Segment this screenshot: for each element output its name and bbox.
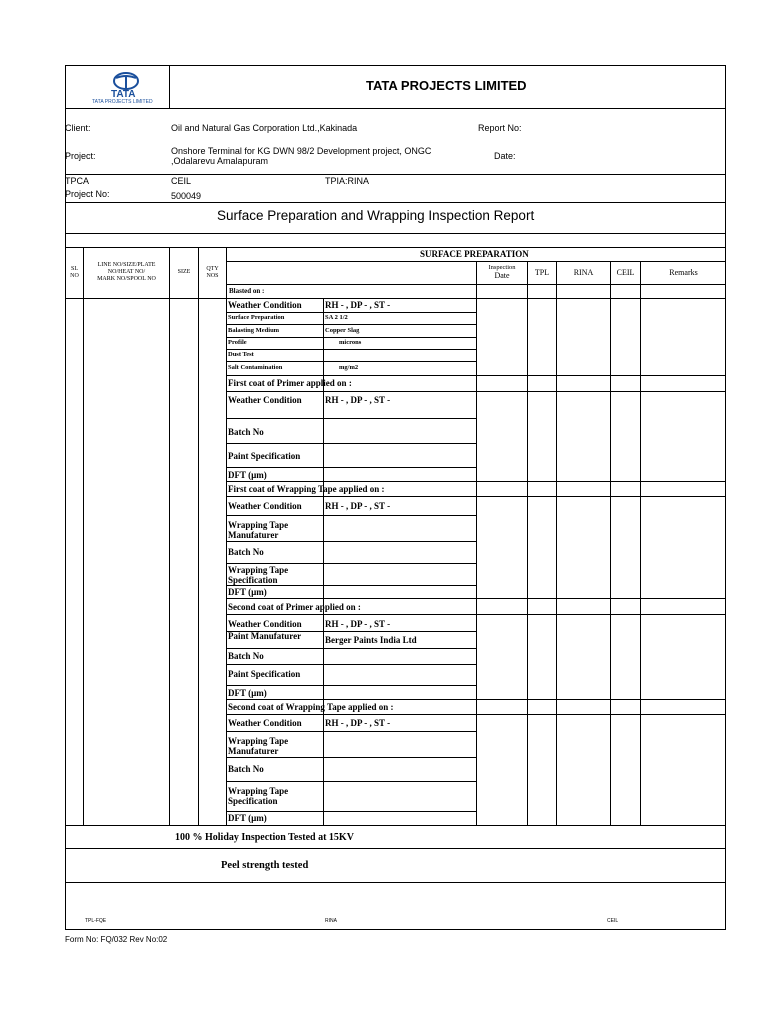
report-no-label: Report No: — [478, 123, 522, 133]
row-first-wrap — [226, 496, 726, 497]
weather-values-4: RH - , DP - , ST - — [325, 619, 391, 629]
project-no-label: Project No: — [65, 189, 110, 199]
weather-condition-4: Weather Condition — [228, 619, 302, 629]
weather-condition-5: Weather Condition — [228, 718, 302, 728]
row-bm — [226, 337, 477, 338]
row-wts1 — [226, 585, 477, 586]
project-no-value: 500049 — [171, 191, 202, 201]
wrapping-specification-2: Wrapping Tape Specification — [228, 786, 289, 806]
surface-preparation-label: Surface Preparation — [228, 314, 285, 321]
col-line-sl — [83, 247, 84, 826]
paint-specification-2: Paint Specification — [228, 669, 301, 679]
paint-specification-1: Paint Specification — [228, 451, 301, 461]
weather-values-5: RH - , DP - , ST - — [325, 718, 391, 728]
col-line-value — [476, 261, 477, 826]
second-wrapping-label: Second coat of Wrapping Tape applied on : — [228, 702, 394, 712]
frame-right — [725, 65, 726, 930]
row-batch3 — [226, 664, 477, 665]
wrapping-manufacturer-2: Wrapping Tape Manufaturer — [228, 736, 289, 756]
row-salt — [226, 375, 726, 376]
sl-no-header: SL NO — [70, 266, 79, 279]
client-label: Client: — [65, 123, 91, 133]
row-first-primer — [226, 391, 726, 392]
ceil-header: CEIL — [616, 268, 635, 277]
row-second-primer — [226, 614, 726, 615]
date-label: Date: — [494, 151, 516, 161]
holiday-underline — [65, 848, 726, 849]
tpca-label: TPCA — [65, 176, 90, 186]
blasting-medium-label: Balasting Medium — [228, 327, 280, 334]
logo-divider — [169, 65, 170, 108]
row-sp — [226, 324, 477, 325]
wrapping-specification-1: Wrapping Tape Specification — [228, 565, 289, 585]
title-bottom — [65, 233, 726, 234]
dft-4: DFT (µm) — [228, 813, 267, 823]
surface-preparation-value: SA 2 1/2 — [325, 314, 348, 321]
col-line-qty — [226, 247, 227, 826]
form-no: Form No: FQ/032 Rev No:02 — [65, 935, 168, 944]
weather-values-3: RH - , DP - , ST - — [325, 501, 391, 511]
project-value-line2: ,Odalarevu Amalapuram — [171, 156, 269, 166]
tata-logo — [88, 72, 164, 106]
frame-top — [65, 65, 726, 66]
row-wc3 — [226, 515, 477, 516]
row-batch4 — [226, 781, 477, 782]
dft-2: DFT (µm) — [228, 587, 267, 597]
inspection-date-header: Inspection Date — [488, 264, 516, 280]
report-title: Surface Preparation and Wrapping Inspection Report — [217, 208, 535, 223]
holiday-inspection: 100 % Holiday Inspection Tested at 15KV — [175, 832, 354, 843]
profile-value: microns — [339, 339, 362, 346]
col-line-date — [527, 261, 528, 826]
row-dft3 — [226, 699, 726, 700]
col-line-size — [198, 247, 199, 826]
dft-1: DFT (µm) — [228, 470, 267, 480]
tata-logo-icon — [88, 72, 164, 90]
project-value-line1: Onshore Terminal for KG DWN 98/2 Development project, ONGC — [171, 146, 432, 156]
row-pm — [226, 648, 477, 649]
info-bottom — [65, 202, 726, 203]
sign-ceil: CEIL — [607, 918, 619, 924]
batch-no-4: Batch No — [228, 764, 264, 774]
line-no-header: LINE NO/SIZE/PLATE NO/HEAT NO/ MARK NO/SPOOL NO — [97, 262, 156, 282]
paint-manufacturer-value: Berger Paints India Ltd — [325, 635, 417, 645]
weather-condition-3: Weather Condition — [228, 501, 302, 511]
batch-no-1: Batch No — [228, 427, 264, 437]
signature-top — [65, 882, 726, 883]
row-prof — [226, 349, 477, 350]
remarks-header: Remarks — [669, 268, 698, 277]
salt-contamination-label: Salt Contamination — [228, 364, 283, 371]
row-wc2 — [226, 418, 477, 419]
info-divider — [65, 174, 726, 175]
col-line-lineno — [169, 247, 170, 826]
row-batch1 — [226, 443, 477, 444]
frame-bottom — [65, 929, 726, 930]
table-bottom — [65, 825, 726, 826]
row-dft1 — [226, 481, 726, 482]
row-wc5 — [226, 731, 477, 732]
weather-values-1: RH - , DP - , ST - — [325, 300, 391, 310]
dust-test-label: Dust Test — [228, 351, 254, 358]
tata-logo-subtext: TATA PROJECTS LIMITED — [92, 99, 153, 105]
profile-label: Profile — [228, 339, 247, 346]
sign-tpl: TPL-FQE — [85, 918, 107, 924]
row-second-wrap — [226, 714, 726, 715]
weather-condition-2: Weather Condition — [228, 395, 302, 405]
size-header: SIZE — [177, 269, 191, 275]
second-primer-label: Second coat of Primer applied on : — [228, 602, 361, 612]
spacer-bottom — [65, 247, 726, 248]
row-wtm1 — [226, 541, 477, 542]
project-label: Project: — [65, 151, 96, 161]
row-wc1 — [226, 312, 477, 313]
tpia-value: TPIA:RINA — [325, 176, 370, 186]
peel-strength: Peel strength tested — [221, 860, 309, 871]
client-value: Oil and Natural Gas Corporation Ltd.,Kakinada — [171, 123, 358, 133]
weather-values-2: RH - , DP - , ST - — [325, 395, 391, 405]
sign-rina: RINA — [325, 918, 337, 924]
col-line-rina — [610, 261, 611, 826]
paint-manufacturer-label: Paint Manufaturer — [228, 631, 302, 641]
first-wrapping-label: First coat of Wrapping Tape applied on : — [228, 484, 385, 494]
company-title: TATA PROJECTS LIMITED — [366, 78, 527, 93]
batch-no-3: Batch No — [228, 651, 264, 661]
tpca-value: CEIL — [171, 176, 192, 186]
blasted-on-label: Blasted on : — [229, 287, 265, 295]
salt-value: mg/m2 — [339, 364, 359, 371]
tpl-header: TPL — [534, 268, 550, 277]
row-blasted — [65, 298, 726, 299]
row-ps2 — [226, 685, 477, 686]
row-sp-header — [226, 261, 726, 262]
tata-logo-text: TATA — [111, 89, 136, 100]
wrapping-manufacturer-1: Wrapping Tape Manufaturer — [228, 520, 289, 540]
blasting-medium-value: Copper Slag — [325, 327, 360, 334]
row-dust — [226, 361, 477, 362]
row-header-bottom — [226, 284, 726, 285]
surface-preparation-header: SURFACE PREPARATION — [420, 249, 529, 259]
row-ps1 — [226, 467, 477, 468]
batch-no-2: Batch No — [228, 547, 264, 557]
qty-header: QTY NOS — [206, 266, 219, 279]
col-line-tpl — [556, 261, 557, 826]
row-wtm2 — [226, 757, 477, 758]
col-line-ceil — [640, 261, 641, 826]
header-bottom — [65, 108, 726, 109]
first-primer-label: First coat of Primer applied on : — [228, 378, 352, 388]
dft-3: DFT (µm) — [228, 688, 267, 698]
row-dft2 — [226, 598, 726, 599]
row-wts2 — [226, 811, 477, 812]
rina-header: RINA — [573, 268, 594, 277]
weather-condition-1: Weather Condition — [228, 300, 302, 310]
row-batch2 — [226, 563, 477, 564]
